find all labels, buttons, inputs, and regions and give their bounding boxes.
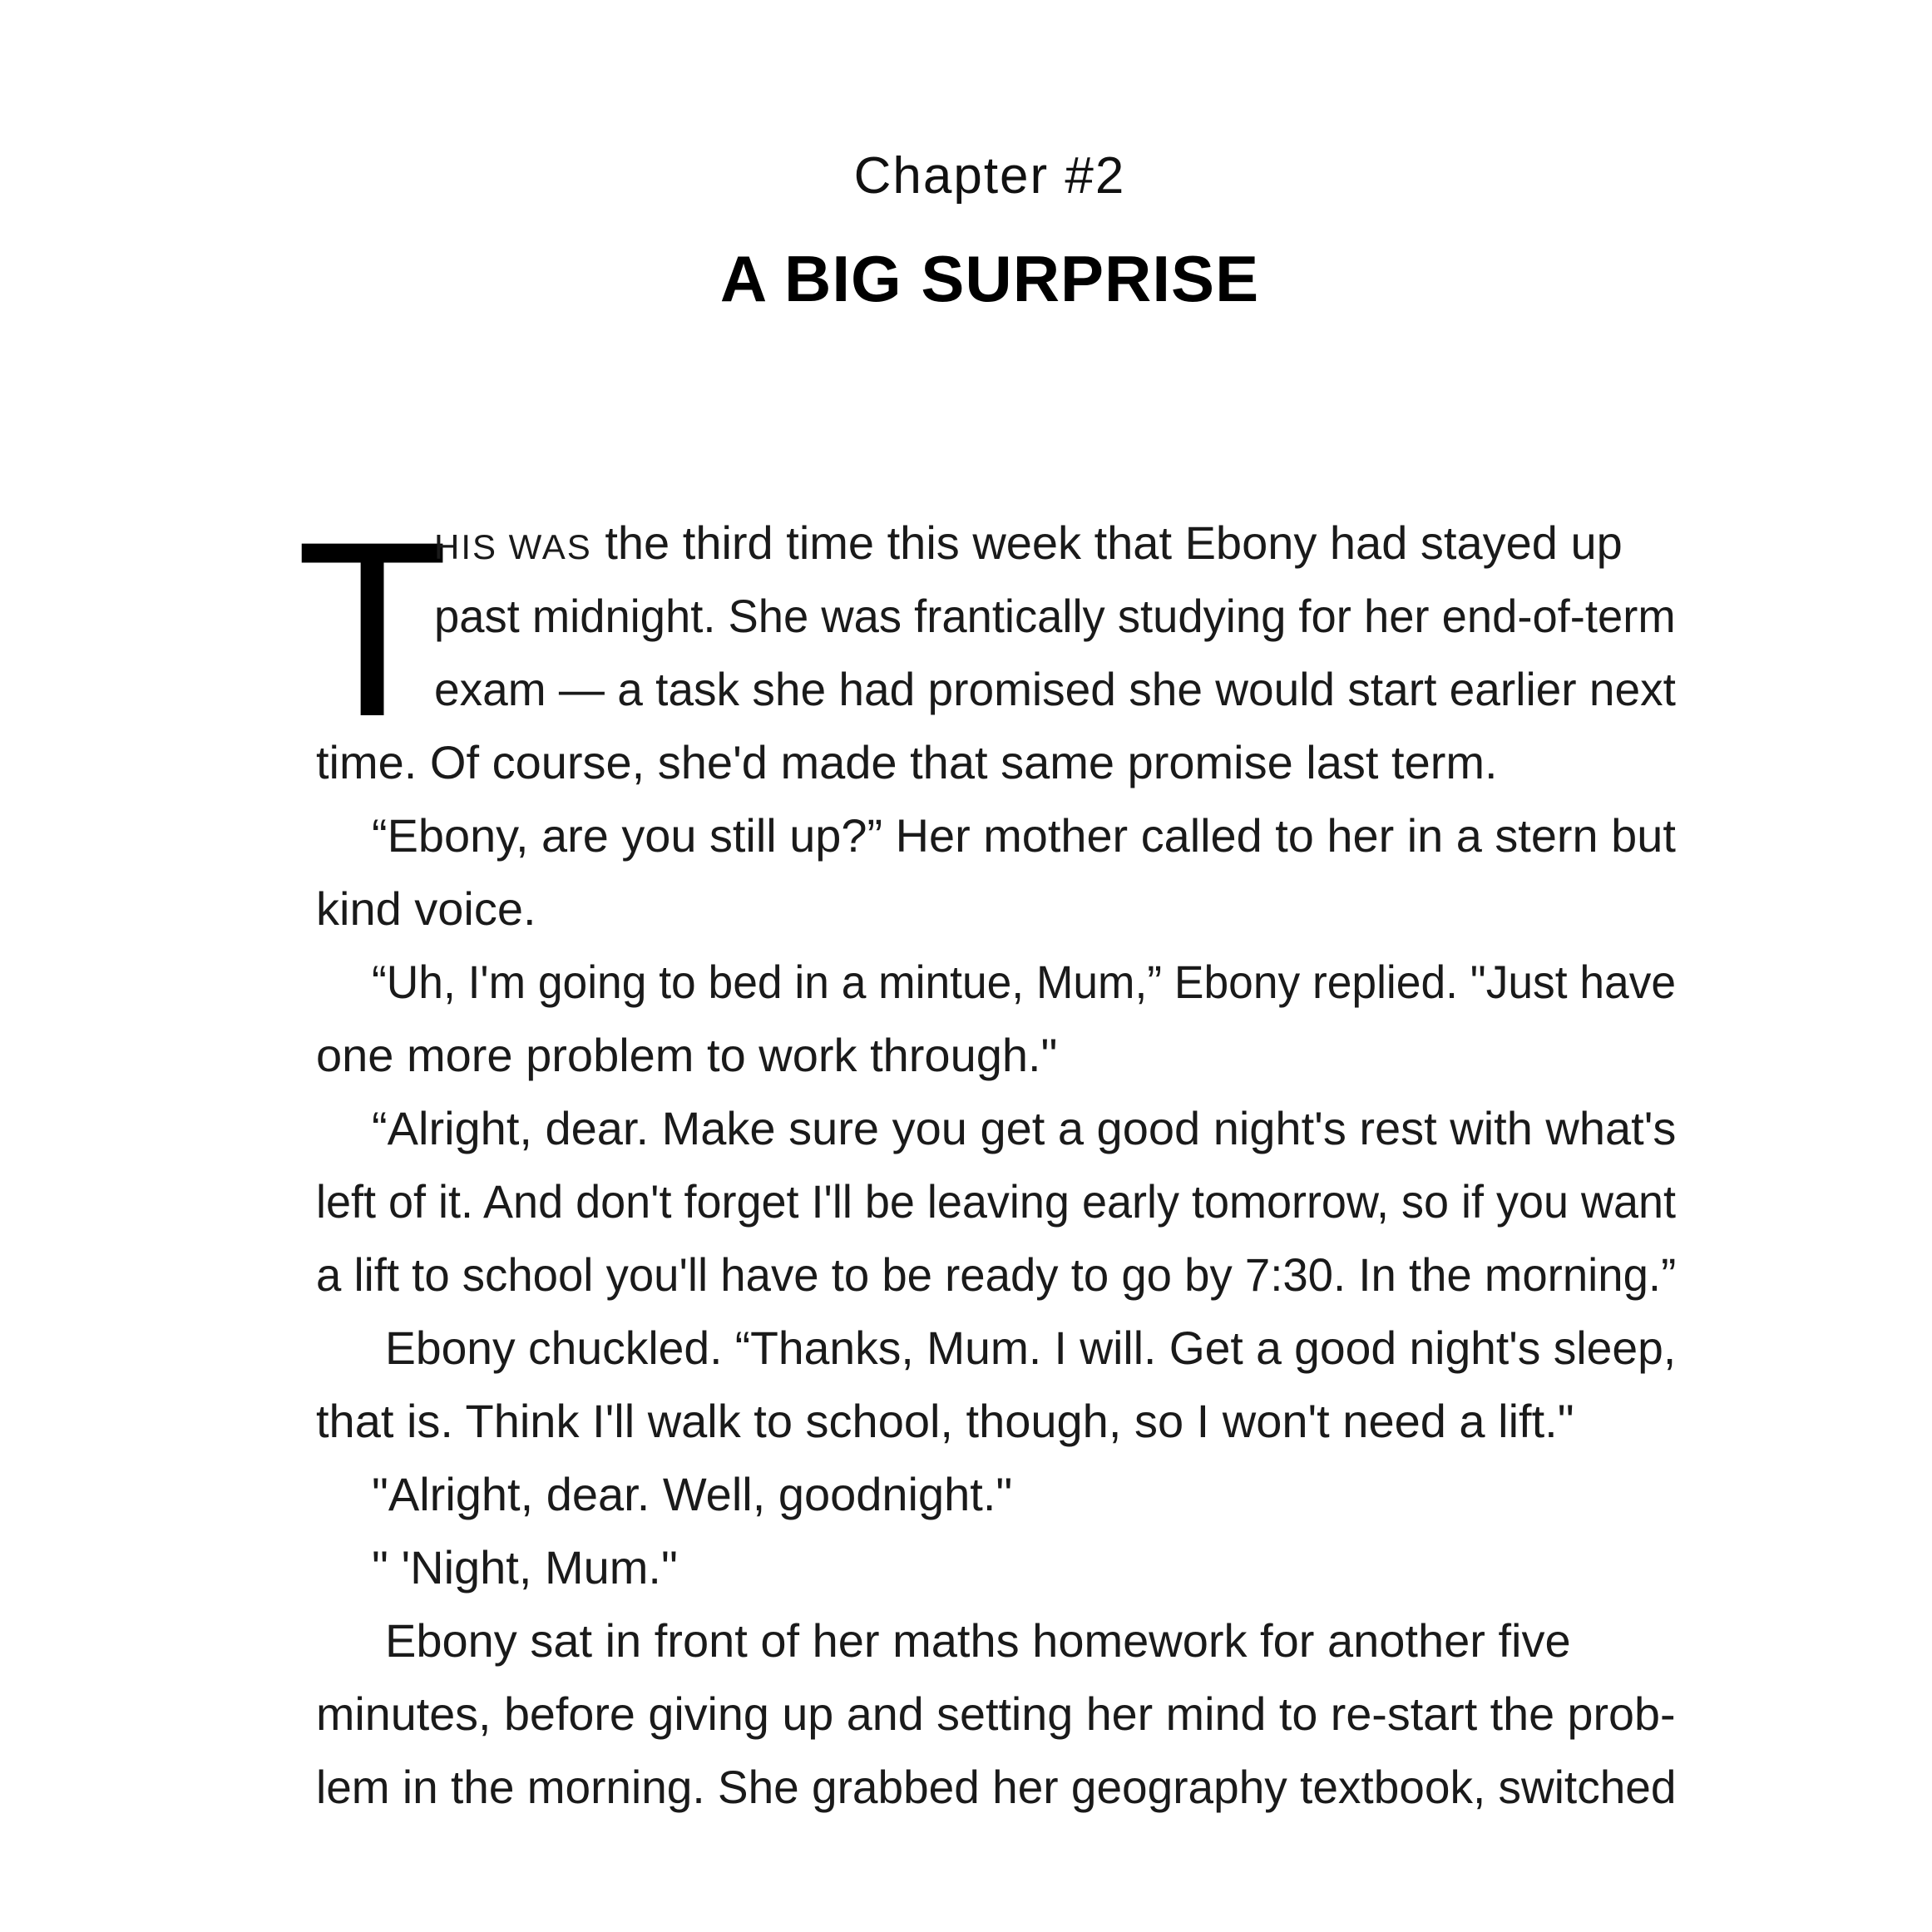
paragraph-line: "Alright, dear. Well, goodnight." xyxy=(372,1468,1013,1520)
paragraph-line: “Alright, dear. Make sure you get a good night's rest with what's xyxy=(372,1102,1677,1154)
paragraph-line: time. Of course, she'd made that same promise last term. xyxy=(316,736,1498,788)
paragraph-line: left of it. And don't forget I'll be leaving early tomorrow, so if you want xyxy=(316,1175,1677,1228)
paragraph-line: Ebony sat in front of her maths homework for another five xyxy=(385,1614,1571,1667)
paragraph-line: Ebony chuckled. “Thanks, Mum. I will. Get a good night's sleep, xyxy=(385,1322,1677,1374)
paragraph-line: one more problem to work through." xyxy=(316,1029,1058,1081)
paragraph-line: “Uh, I'm going to bed in a mintue, Mum,” Ebony replied. "Just have xyxy=(372,956,1677,1008)
paragraph-line: that is. Think I'll walk to school, though, so I won't need a lift." xyxy=(316,1395,1574,1447)
drop-cap: T xyxy=(296,489,449,768)
paragraph-line xyxy=(434,514,1623,576)
paragraph-line: “Ebony, are you still up?” Her mother called to her in a stern but xyxy=(372,809,1676,862)
chapter-number: Chapter #2 xyxy=(853,147,1126,205)
chapter-title: A BIG SURPRISE xyxy=(719,242,1260,315)
paragraph-line: past midnight. She was frantically studying for her end-of-term xyxy=(434,590,1676,642)
paragraph-line: minutes, before giving up and setting her mind to re-start the prob- xyxy=(316,1687,1676,1740)
paragraph-line: kind voice. xyxy=(316,882,536,935)
paragraph-line: " 'Night, Mum." xyxy=(372,1541,678,1594)
first-line-text: the third time this week that Ebony had stayed up xyxy=(591,516,1623,569)
paragraph-line: a lift to school you'll have to be ready to go by 7:30. In the morning.” xyxy=(316,1248,1677,1301)
paragraph-line: exam — a task she had promised she would start earlier next xyxy=(434,663,1676,715)
paragraph-line: lem in the morning. She grabbed her geography textbook, switched xyxy=(316,1761,1677,1813)
small-caps-lead: HIS WAS xyxy=(434,527,592,566)
